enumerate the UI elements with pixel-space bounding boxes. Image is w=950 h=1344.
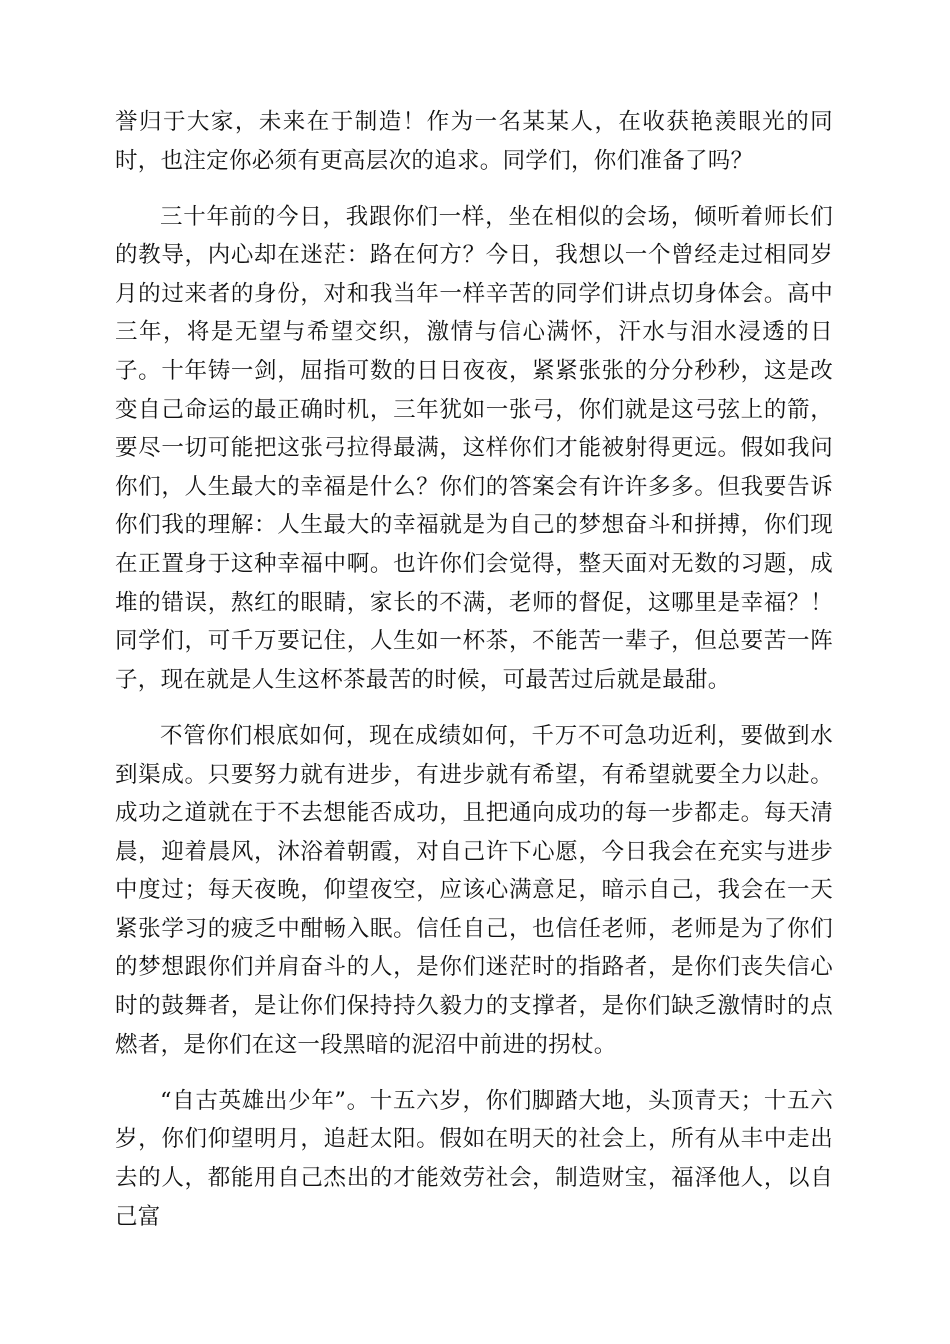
paragraph-thirty-years-ago: 三十年前的今日，我跟你们一样，坐在相似的会场，倾听着师长们的教导，内心却在迷茫：路在何方？今日，我想以一个曾经走过相同岁月的过来者的身份，对和我当年一样辛苦的同学们讲点切身体会。高中三年，将是无望与希望交织，激情与信心满怀，汗水与泪水浸透的日子。十年铸一剑，屈指可数的日日夜夜，紧紧张张的分分秒秒，这是改变自己命运的最正确时机，三年犹如一张弓，你们就是这弓弦上的箭，要尽一切可能把这张弓拉得最满，这样你们才能被射得更远。假如我问你们，人生最大的幸福是什么？你们的答案会有许许多多。但我要告诉你们我的理解：人生最大的幸福就是为自己的梦想奋斗和拼搏，你们现在正置身于这种幸福中啊。也许你们会觉得，整天面对无数的习题，成堆的错误，熬红的眼睛，家长的不满，老师的督促，这哪里是幸福？！同学们，可千万要记住，人生如一杯茶，不能苦一辈子，但总要苦一阵子，现在就是人生这杯茶最苦的时候，可最苦过后就是最甜。 (115, 203, 833, 693)
document-page (115, 103, 833, 1254)
paragraph-dont-rush: 不管你们根底如何，现在成绩如何，千万不可急功近利，要做到水到渠成。只要努力就有进步，有进步就有希望，有希望就要全力以赴。成功之道就在于不去想能否成功，且把通向成功的每一步都走。每天清晨，迎着晨风，沐浴着朝霞，对自己许下心愿，今日我会在充实与进步中度过；每天夜晚，仰望夜空，应该心满意足，暗示自己，我会在一天紧张学习的疲乏中酣畅入眠。信任自己，也信任老师，老师是为了你们的梦想跟你们并肩奋斗的人，是你们迷茫时的指路者，是你们丧失信心时的鼓舞者，是让你们保持持久毅力的支撑者，是你们缺乏激情时的点燃者，是你们在这一段黑暗的泥沼中前进的拐杖。 (115, 722, 833, 1058)
paragraph-heroes-youth: “自古英雄出少年”。十五六岁，你们脚踏大地，头顶青天；十五六岁，你们仰望明月，追赶太阳。假如在明天的社会上，所有从丰中走出去的人，都能用自己杰出的才能效劳社会，制造财宝，福泽他人，以自己富 (115, 1087, 833, 1230)
paragraph-continuation: 誉归于大家，未来在于制造！作为一名某某人，在收获艳羡眼光的同时，也注定你必须有更高层次的追求。同学们，你们准备了吗？ (115, 109, 833, 174)
